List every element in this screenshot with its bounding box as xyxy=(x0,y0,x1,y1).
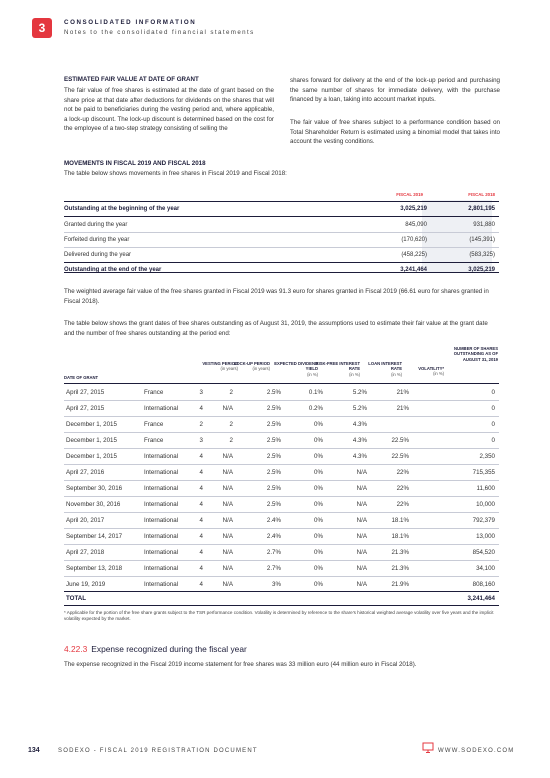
movements-intro: The table below shows movements in free shares in Fiscal 2019 and Fiscal 2018: xyxy=(64,170,287,177)
movements-row xyxy=(64,218,499,233)
fair-value-heading: ESTIMATED FAIR VALUE AT DATE OF GRANT xyxy=(64,76,199,83)
grant-loan: N/A xyxy=(356,469,367,476)
grant-row xyxy=(64,464,499,481)
document-title: SODEXO - FISCAL 2019 REGISTRATION DOCUMENT xyxy=(58,748,258,754)
grant-lockup: 2 xyxy=(229,421,233,428)
grant-vol: 18.1% xyxy=(391,517,409,524)
grant-date: December 1, 2015 xyxy=(66,453,117,460)
expense-heading: 4.22.3 Expense recognized during the fiscal year xyxy=(64,644,247,654)
grant-shares: 854,520 xyxy=(472,549,495,556)
grant-vesting: 4 xyxy=(199,485,203,492)
grant-row xyxy=(64,448,499,465)
grant-shares: 2,350 xyxy=(479,453,495,460)
grant-vol: 22.5% xyxy=(391,453,409,460)
grant-loan: 5.2% xyxy=(352,389,367,396)
movements-row xyxy=(64,248,499,263)
grant-date: April 27, 2016 xyxy=(66,469,105,476)
grant-date: September 30, 2016 xyxy=(66,485,123,492)
grant-riskfree: 0% xyxy=(314,533,323,540)
grant-date: September 14, 2017 xyxy=(66,533,123,540)
value-fiscal-2019: (458,225) xyxy=(401,252,427,258)
grant-loan: N/A xyxy=(356,517,367,524)
grant-loan: 4.3% xyxy=(352,421,367,428)
hdr-lockup: LOCK-UP PERIOD (in years) xyxy=(233,361,270,372)
grant-row xyxy=(64,544,499,561)
section-title: CONSOLIDATED INFORMATION xyxy=(64,19,197,26)
grant-riskfree: 0% xyxy=(314,437,323,444)
grant-lockup: N/A xyxy=(222,485,233,492)
grant-lockup: N/A xyxy=(222,565,233,572)
grant-scope: International xyxy=(144,581,179,588)
grant-scope: International xyxy=(144,565,179,572)
grant-shares: 0 xyxy=(491,405,495,412)
hdr-riskfree: RISK-FREE INTEREST RATE (in %) xyxy=(315,361,360,377)
hdr-dividend: EXPECTED DIVIDEND YIELD (in %) xyxy=(274,361,318,377)
grants-total-row xyxy=(64,591,499,606)
grant-lockup: N/A xyxy=(222,549,233,556)
grant-riskfree: 0% xyxy=(314,421,323,428)
row-label: Delivered during the year xyxy=(64,252,132,258)
movements-row xyxy=(64,202,499,217)
grant-date: June 19, 2019 xyxy=(66,581,106,588)
grant-vesting: 4 xyxy=(199,405,203,412)
grant-scope: International xyxy=(144,517,179,524)
grant-date: December 1, 2015 xyxy=(66,437,117,444)
grant-dividend: 2.7% xyxy=(266,565,281,572)
grant-dividend: 2.5% xyxy=(266,485,281,492)
grant-shares: 808,160 xyxy=(472,581,495,588)
grant-scope: International xyxy=(144,405,179,412)
grant-loan: N/A xyxy=(356,485,367,492)
grant-shares: 0 xyxy=(491,389,495,396)
grant-vol: 22% xyxy=(396,469,409,476)
grant-riskfree: 0% xyxy=(314,453,323,460)
grants-intro: The table below shows the grant dates of free shares outstanding as of August 31, 2019, the assumptions used to estimate their fair value at the grant date and the number of free shares outstanding at the period end: xyxy=(64,320,488,337)
grant-loan: N/A xyxy=(356,501,367,508)
grant-lockup: N/A xyxy=(222,405,233,412)
grant-vesting: 4 xyxy=(199,501,203,508)
grant-row xyxy=(64,480,499,497)
website-icon xyxy=(422,742,434,754)
col-fiscal-2018: FISCAL 2018 xyxy=(468,192,495,197)
grant-row xyxy=(64,416,499,433)
value-fiscal-2019: 845,090 xyxy=(405,222,427,228)
grant-vol: 22% xyxy=(396,501,409,508)
grant-dividend: 2.5% xyxy=(266,453,281,460)
grant-date: December 1, 2015 xyxy=(66,421,117,428)
grant-vesting: 3 xyxy=(199,389,203,396)
grant-vol: 21.3% xyxy=(391,549,409,556)
grant-lockup: N/A xyxy=(222,533,233,540)
value-fiscal-2019: 3,241,464 xyxy=(400,267,427,273)
movements-row xyxy=(64,263,499,277)
grant-scope: International xyxy=(144,469,179,476)
grant-shares: 715,355 xyxy=(472,469,495,476)
grant-vol: 21.9% xyxy=(391,581,409,588)
grant-lockup: N/A xyxy=(222,453,233,460)
grant-row xyxy=(64,512,499,529)
grant-vesting: 4 xyxy=(199,533,203,540)
value-fiscal-2018: (583,325) xyxy=(469,252,495,258)
grant-vesting: 4 xyxy=(199,453,203,460)
grant-dividend: 3% xyxy=(272,581,281,588)
grant-loan: N/A xyxy=(356,581,367,588)
row-label: Granted during the year xyxy=(64,222,128,228)
page-number: 134 xyxy=(28,747,40,754)
grant-shares: 0 xyxy=(491,437,495,444)
grant-date: April 27, 2015 xyxy=(66,389,105,396)
grant-lockup: 2 xyxy=(229,437,233,444)
grant-scope: France xyxy=(144,389,164,396)
grant-lockup: 2 xyxy=(229,389,233,396)
grant-row xyxy=(64,400,499,417)
grant-date: September 13, 2018 xyxy=(66,565,123,572)
grant-riskfree: 0.1% xyxy=(308,389,323,396)
grant-dividend: 2.7% xyxy=(266,549,281,556)
value-fiscal-2018: (145,391) xyxy=(469,237,495,243)
weighted-average-text: The weighted average fair value of the free shares granted in Fiscal 2019 was 91.3 euro for shares granted in Fiscal 2019 (66.61 euro for shares granted in Fiscal 2018). xyxy=(64,288,489,305)
movements-heading: MOVEMENTS IN FISCAL 2019 AND FISCAL 2018 xyxy=(64,160,206,167)
movements-row xyxy=(64,233,499,248)
row-label: Forfeited during the year xyxy=(64,237,130,243)
grant-vol: 21% xyxy=(396,389,409,396)
grant-row xyxy=(64,560,499,577)
grant-dividend: 2.5% xyxy=(266,437,281,444)
grant-scope: France xyxy=(144,437,164,444)
grant-date: April 20, 2017 xyxy=(66,517,105,524)
volatility-footnote: * Applicable for the portion of the free share grants subject to the TSR performance condition. Volatility is determined by reference to the share's historical weighted average volatility over five years and the implicit volatility expected by the market. xyxy=(64,610,494,622)
grant-riskfree: 0.2% xyxy=(308,405,323,412)
hdr-loan: LOAN INTEREST RATE (in %) xyxy=(368,361,402,377)
value-fiscal-2019: 3,025,219 xyxy=(400,206,427,212)
grant-riskfree: 0% xyxy=(314,469,323,476)
chapter-badge: 3 xyxy=(32,18,52,38)
grant-date: April 27, 2015 xyxy=(66,405,105,412)
grant-lockup: N/A xyxy=(222,581,233,588)
grant-lockup: N/A xyxy=(222,469,233,476)
grant-scope: International xyxy=(144,533,179,540)
grant-riskfree: 0% xyxy=(314,549,323,556)
grant-loan: 4.3% xyxy=(352,437,367,444)
grant-vol: 22.5% xyxy=(391,437,409,444)
value-fiscal-2019: (170,620) xyxy=(401,237,427,243)
hdr-volatility: VOLATILITY* (in %) xyxy=(418,366,444,377)
grant-riskfree: 0% xyxy=(314,485,323,492)
grant-vesting: 4 xyxy=(199,517,203,524)
grant-scope: International xyxy=(144,453,179,460)
grant-loan: 5.2% xyxy=(352,405,367,412)
grant-loan: N/A xyxy=(356,549,367,556)
grant-scope: International xyxy=(144,549,179,556)
grant-shares: 11,600 xyxy=(476,485,495,492)
grant-dividend: 2.5% xyxy=(266,389,281,396)
grant-vesting: 4 xyxy=(199,565,203,572)
grant-date: April 27, 2018 xyxy=(66,549,105,556)
grant-riskfree: 0% xyxy=(314,501,323,508)
total-value: 3,241,464 xyxy=(467,595,495,602)
value-fiscal-2018: 3,025,219 xyxy=(468,267,495,273)
col-fiscal-2019: FISCAL 2019 xyxy=(396,192,423,197)
grant-dividend: 2.5% xyxy=(266,501,281,508)
grant-row xyxy=(64,528,499,545)
grant-shares: 34,100 xyxy=(476,565,495,572)
grant-shares: 10,000 xyxy=(476,501,495,508)
section-subtitle: Notes to the consolidated financial statements xyxy=(64,29,255,36)
grant-loan: 4.3% xyxy=(352,453,367,460)
fair-value-col2b: The fair value of free shares subject to a performance condition based on Total Shareholder Return is estimated using a binomial model that takes into account the vesting conditions. xyxy=(290,119,500,146)
hdr-vesting: VESTING PERIOD (in years) xyxy=(202,361,238,372)
grant-scope: International xyxy=(144,501,179,508)
grant-shares: 13,000 xyxy=(476,533,495,540)
grant-shares: 0 xyxy=(491,421,495,428)
grant-lockup: N/A xyxy=(222,501,233,508)
grant-row xyxy=(64,576,499,592)
grant-vol: 21.3% xyxy=(391,565,409,572)
grant-vesting: 3 xyxy=(199,437,203,444)
row-label: Outstanding at the end of the year xyxy=(64,267,162,273)
grant-vesting: 2 xyxy=(199,421,203,428)
grant-vesting: 4 xyxy=(199,549,203,556)
grant-dividend: 2.4% xyxy=(266,533,281,540)
fair-value-col2a: shares forward for delivery at the end of the lock-up period and purchasing the same number of shares for immediate delivery, with the purchase financed by a loan, taking into account market inputs. xyxy=(290,77,500,104)
grant-dividend: 2.5% xyxy=(266,405,281,412)
total-label: TOTAL xyxy=(66,595,87,602)
website-link[interactable]: WWW.SODEXO.COM xyxy=(438,748,515,754)
expense-text: The expense recognized in the Fiscal 2019 income statement for free shares was 33 million euro (44 million euro in Fiscal 2018). xyxy=(64,661,417,668)
value-fiscal-2018: 931,880 xyxy=(473,222,495,228)
grant-lockup: N/A xyxy=(222,517,233,524)
grant-dividend: 2.5% xyxy=(266,469,281,476)
grant-vol: 22% xyxy=(396,485,409,492)
grant-row xyxy=(64,432,499,449)
hdr-date: DATE OF GRANT xyxy=(64,375,99,380)
grant-loan: N/A xyxy=(356,565,367,572)
grant-riskfree: 0% xyxy=(314,565,323,572)
grant-vesting: 4 xyxy=(199,469,203,476)
grant-vol: 18.1% xyxy=(391,533,409,540)
movements-top-rule xyxy=(64,201,499,202)
grant-shares: 792,379 xyxy=(472,517,495,524)
grant-row xyxy=(64,496,499,513)
movements-bottom-rule xyxy=(64,272,499,273)
grant-riskfree: 0% xyxy=(314,581,323,588)
grant-vol: 21% xyxy=(396,405,409,412)
grant-vesting: 4 xyxy=(199,581,203,588)
value-fiscal-2018: 2,801,195 xyxy=(468,206,495,212)
grant-date: November 30, 2016 xyxy=(66,501,121,508)
grant-row xyxy=(64,384,499,401)
grant-dividend: 2.4% xyxy=(266,517,281,524)
grant-scope: International xyxy=(144,485,179,492)
grant-scope: France xyxy=(144,421,164,428)
row-label: Outstanding at the beginning of the year xyxy=(64,206,180,212)
grant-loan: N/A xyxy=(356,533,367,540)
fair-value-col1: The fair value of free shares is estimated at the date of grant based on the share price at that date after deductions for dividends on the shares that will not be paid to beneficiaries during the vesting period and, where applicable, a lock-up discount. The lock-up discount is determined based on the cost for the employee of a two-step strategy consisting of selling the xyxy=(64,87,274,133)
grant-riskfree: 0% xyxy=(314,517,323,524)
hdr-shares: NUMBER OF SHARES OUTSTANDING AS OF AUGUST 31, 2019 xyxy=(453,346,498,362)
grant-dividend: 2.5% xyxy=(266,421,281,428)
